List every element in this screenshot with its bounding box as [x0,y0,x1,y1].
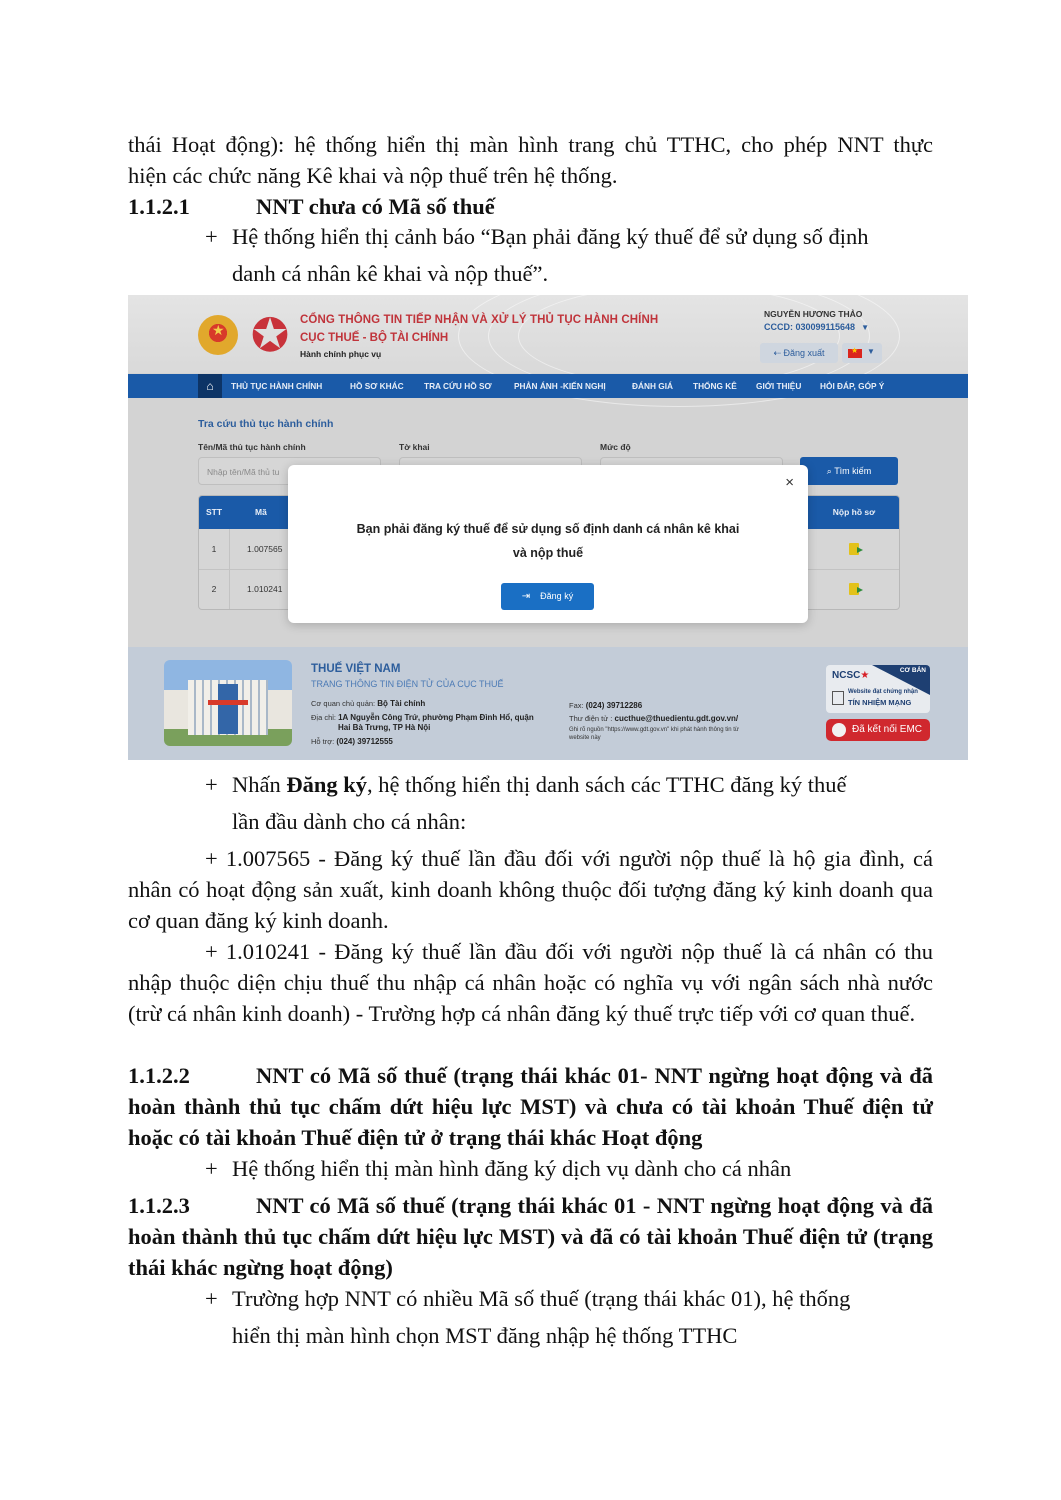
close-icon[interactable]: × [785,474,794,491]
ncsc-level: CƠ BẢN [899,667,926,674]
submit-file-icon[interactable] [849,583,859,595]
bullet-marker: + [205,1286,218,1311]
bullet-line-1: Trường hợp NNT có nhiều Mã số thuế (trạng thái khác 01), hệ thống [232,1286,851,1311]
ncsc-star-icon: ★ [860,670,870,681]
site-slogan: Hành chính phục vụ [300,349,382,359]
bullet-line-1: Hệ thống hiển thị cảnh báo “Bạn phải đăng ký thuế để sử dụng số định [232,224,869,249]
tax-logo-icon: ✪ [250,309,290,361]
emc-badge[interactable] [826,719,930,741]
register-button-label: Đăng ký [540,591,574,601]
footer-email [569,714,738,723]
caret-down-icon: ▼ [867,347,875,356]
search-icon: ⌕ [826,466,835,476]
email-label: Thư điện tử : [569,714,613,723]
address-line-2: Hai Bà Trưng, TP Hà Nội [338,723,431,732]
nav-item-hoi-dap[interactable]: HỎI ĐÁP, GÓP Ý [820,381,885,391]
intro-line-1: thái Hoạt động): hệ thống hiển thị màn hình trang chủ TTHC, cho phép NNT thực [128,132,933,157]
modal-message-line-2: và nộp thuế [512,546,584,560]
modal-message-line-1: Bạn phải đăng ký thuế để sử dụng số định danh cá nhân kê khai [356,522,740,536]
section-title: NNT có Mã số thuế (trạng thái khác 01 - NNT ngừng hoạt động và đã hoàn thành thủ tục chấm dứt hiệu lực MST) và đã có tài khoản Thuế điện tử (trạng thái khác ngừng hoạt động) [128,1193,933,1280]
caret-down-icon: ▼ [861,323,869,332]
logout-label: Đăng xuất [783,348,825,358]
email-link[interactable]: cucthue@thuedientu.gdt.gov.vn/ [614,714,739,723]
registration-warning-modal [288,465,808,623]
bullet-marker: + [205,1156,218,1181]
address-label: Địa chỉ: [311,713,337,722]
bullet-text: Hệ thống hiển thị màn hình đăng ký dịch vụ dành cho cá nhân [232,1156,792,1181]
footer-agency [311,699,425,708]
section-2-bullet [205,1150,933,1187]
search-title: Tra cứu thủ tục hành chính [198,418,334,430]
login-icon: ⇥ [521,591,531,602]
fax-value: (024) 39712286 [585,701,643,710]
footer-address [311,713,534,722]
address-line-1: 1A Nguyễn Công Trứ, phường Phạm Đình Hổ, quận [338,713,534,722]
bullet-prefix: Nhấn [232,772,287,797]
nav-item-tra-cuu[interactable]: TRA CỨU HỒ SƠ [424,381,492,391]
modal-message [308,517,788,565]
user-id: CCCD: 030099115648 [764,322,856,332]
register-bullet [205,766,933,840]
hotline-value: (024) 39712555 [336,737,393,746]
bullet-line-2: hiển thị màn hình chọn MST đăng nhập hệ thống TTHC [232,1323,738,1348]
section-number: 1.1.2.2 [128,1063,190,1088]
bullet-bold: Đăng ký [286,772,368,797]
certificate-icon [832,691,844,705]
section-title: NNT có Mã số thuế (trạng thái khác 01- NNT ngừng hoạt động và đã hoàn thành thủ tục chấm dứt hiệu lực MST) và chưa có tài khoản Thuế điện tử hoặc có tài khoản Thuế điện tử ở trạng thái khác Hoạt động [128,1063,933,1150]
building-facade [218,684,238,734]
search-button-label: Tìm kiếm [834,466,872,476]
bullet-marker: + [205,224,218,249]
section-1-bullet [205,218,933,292]
section-number: 1.1.2.1 [128,194,190,219]
table-cell-stt: 2 [211,584,217,594]
emc-icon [832,723,846,737]
field-label-form: Tờ khai [399,442,430,452]
home-icon[interactable]: ⌂ [198,374,222,398]
user-name: NGUYỄN HƯƠNG THẢO [764,309,863,319]
column-header-code-label: Mã [255,507,267,517]
footer-title: THUẾ VIỆT NAM [311,663,401,675]
footer-hotline [311,737,393,746]
search-button[interactable] [800,457,898,485]
footer-source-note-2: website này [569,735,601,741]
footer-fax [569,701,642,710]
section-3-bullet [205,1280,933,1354]
ncsc-logo [832,670,869,681]
ncsc-trust-label: TÍN NHIỆM MẠNG [848,698,912,707]
nav-item-danh-gia[interactable]: ĐÁNH GIÁ [632,381,674,391]
hotline-label: Hỗ trợ: [311,737,335,746]
fax-label: Fax: [569,701,584,710]
nav-item-ho-so-khac[interactable]: HỒ SƠ KHÁC [350,381,404,391]
nav-item-thu-tuc[interactable]: THỦ TỤC HÀNH CHÍNH [231,381,323,391]
bullet-line-2: lần đầu dành cho cá nhân: [232,809,467,834]
section-heading-2 [128,1060,933,1153]
field-label-level: Mức độ [600,442,631,452]
building-photo [164,660,292,746]
footer-address-2 [338,723,430,732]
site-header [128,295,968,373]
section-heading-3 [128,1190,933,1283]
ncsc-logo-text: NCSC [832,670,861,681]
table-cell-code: 1.007565 [247,544,283,554]
user-menu[interactable] [764,322,869,332]
table-cell-code: 1.010241 [247,584,283,594]
emc-label: Đã kết nối EMC [852,724,923,735]
emblem-star-icon: ★ [212,322,225,338]
table-cell-stt: 1 [211,544,217,554]
ncsc-website: Website đạt chứng nhận [848,689,918,695]
agency-label: Cơ quan chủ quản: [311,699,376,708]
footer-subtitle: TRANG THÔNG TIN ĐIỆN TỬ CỦA CỤC THUẾ [311,679,504,689]
language-selector[interactable] [842,343,882,363]
nav-item-gioi-thieu[interactable]: GIỚI THIỆU [756,381,802,391]
logout-arrow-icon: ⇠ [773,348,784,358]
agency-value: Bộ Tài chính [377,699,426,708]
site-title: CỔNG THÔNG TIN TIẾP NHẬN VÀ XỬ LÝ THỦ TỤC HÀNH CHÍNH [300,314,659,326]
field-label-name: Tên/Mã thủ tục hành chính [198,442,306,452]
bullet-suffix: , hệ thống hiển thị danh sách các TTHC đăng ký thuế [367,772,847,797]
nav-item-thong-ke[interactable]: THỐNG KÊ [693,381,737,391]
bullet-line-2: danh cá nhân kê khai và nộp thuế”. [232,261,549,286]
procedure-item-2: + 1.010241 - Đăng ký thuế lần đầu đối với người nộp thuế là cá nhân có thu nhập thuộc diện chịu thuế thu nhập cá nhân hoặc có nghĩa vụ với ngân sách nhà nước (trừ cá nhân kinh doanh) - Trường hợp cá nhân đăng ký thuế trực tiếp với cơ quan thuế. [128,939,933,1026]
footer-source-note-1: Ghi rõ nguồn "https://www.gdt.gov.vn" khi phát hành thông tin từ [569,727,739,733]
intro-line-2: hiện các chức năng Kê khai và nộp thuế trên hệ thống. [128,163,618,188]
ncsc-trust-badge[interactable] [826,665,930,713]
nav-item-phan-anh[interactable]: PHẢN ÁNH -KIẾN NGHỊ [514,381,606,391]
building-banner [208,700,248,705]
section-title: NNT chưa có Mã số thuế [256,194,495,219]
main-nav [128,374,968,398]
procedure-search-input[interactable]: Nhập tên/Mã thủ tu [198,457,381,485]
register-button[interactable] [501,583,594,610]
site-footer [128,647,968,760]
vietnam-flag-icon [848,349,862,358]
embedded-screenshot [128,295,968,760]
procedure-item-1: + 1.007565 - Đăng ký thuế lần đầu đối với người nộp thuế là hộ gia đình, cá nhân có hoạt động sản xuất, kinh doanh không thuộc đối tượng đăng ký kinh doanh qua cơ quan đăng ký kinh doanh. [128,846,933,933]
bullet-marker: + [205,772,218,797]
site-subtitle: CỤC THUẾ - BỘ TÀI CHÍNH [300,332,449,344]
section-number: 1.1.2.3 [128,1193,190,1218]
submit-file-icon[interactable] [849,543,859,555]
column-header-stt: STT [199,496,229,529]
column-header-submit: Nộp hồ sơ [809,496,899,529]
logout-button[interactable] [760,343,838,363]
